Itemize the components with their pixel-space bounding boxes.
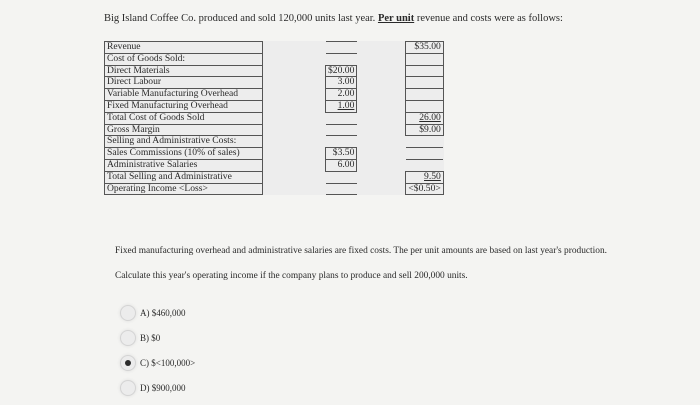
intro-emphasis: Per unit: [377, 13, 415, 24]
table-row: [105, 53, 444, 65]
amount-col2: [406, 89, 443, 101]
row-label: Variable Manufacturing Overhead: [105, 89, 263, 101]
table-row: [105, 89, 444, 101]
amount-col2: $35.00: [406, 42, 443, 54]
amount-col2: <$0.50>: [406, 183, 443, 195]
amount-value: 9.50: [424, 170, 441, 182]
amount-col1: [326, 136, 357, 148]
problem-intro: [104, 13, 563, 24]
amount-col1: [326, 171, 357, 183]
answer-option-c[interactable]: [120, 355, 195, 371]
table-row: [105, 148, 444, 160]
table-row: [105, 136, 444, 148]
amount-col2: [406, 65, 443, 77]
row-label: Revenue: [105, 42, 263, 54]
option-label: A) $460,000: [140, 308, 186, 318]
amount-col1: 2.00: [326, 89, 357, 101]
amount-col2: [406, 77, 443, 89]
intro-text: Big Island Coffee Co. produced and sold 120,000 units last year.: [104, 13, 378, 24]
radio-button-b[interactable]: [120, 330, 136, 346]
income-statement-table: [104, 41, 444, 195]
row-label: Operating Income <Loss>: [105, 183, 263, 195]
table-row: [105, 100, 444, 112]
option-label: B) $0: [140, 333, 161, 343]
amount-col1: [326, 124, 357, 136]
table-row: [105, 112, 444, 124]
radio-button-c[interactable]: [120, 355, 136, 371]
fixed-cost-note: Fixed manufacturing overhead and administrative salaries are fixed costs. The per unit amounts are based on last year's production.: [115, 246, 607, 256]
question-text: Calculate this year's operating income if the company plans to produce and sell 200,000 units.: [115, 271, 468, 281]
table-row: [105, 77, 444, 89]
row-label: Sales Commissions (10% of sales): [105, 148, 263, 160]
amount-col1: [326, 42, 357, 54]
row-label: Total Selling and Administrative: [105, 171, 263, 183]
amount-col2: [406, 148, 443, 160]
amount-col2: [406, 136, 443, 148]
radio-button-d[interactable]: [120, 380, 136, 396]
amount-col2: $9.00: [406, 124, 443, 136]
amount-col1: 3.00: [326, 77, 357, 89]
amount-col1: [326, 53, 357, 65]
row-label: Direct Materials: [105, 65, 263, 77]
amount-value: 1.00: [337, 99, 355, 111]
amount-col1: 6.00: [326, 159, 357, 171]
row-label: Direct Labour: [105, 77, 263, 89]
table-row: [105, 159, 444, 171]
intro-text-end: revenue and costs were as follows:: [414, 13, 563, 24]
amount-col1: $20.00: [326, 65, 357, 77]
option-label: C) $<100,000>: [140, 358, 196, 368]
radio-button-a[interactable]: [120, 305, 136, 321]
answer-option-a[interactable]: [120, 305, 186, 321]
amount-col1: [326, 183, 357, 195]
answer-option-d[interactable]: [120, 380, 186, 396]
row-label: Selling and Administrative Costs:: [105, 136, 263, 148]
amount-col2: [406, 53, 443, 65]
amount-col2: [406, 112, 443, 124]
table-row: [105, 124, 444, 136]
row-label: Gross Margin: [105, 124, 263, 136]
row-label: Cost of Goods Sold:: [105, 53, 263, 65]
row-label: Fixed Manufacturing Overhead: [105, 100, 263, 112]
row-label: Total Cost of Goods Sold: [105, 112, 263, 124]
option-label: D) $900,000: [140, 383, 186, 393]
amount-value: 26.00: [419, 111, 441, 123]
answer-option-b[interactable]: [120, 330, 160, 346]
row-label: Administrative Salaries: [105, 159, 263, 171]
amount-col1: $3.50: [326, 148, 357, 160]
table-row: [105, 171, 444, 183]
amount-col1: [326, 112, 357, 124]
amount-col1: [326, 100, 357, 112]
amount-col2: [406, 100, 443, 112]
table-row: [105, 183, 444, 195]
table-row: [105, 42, 444, 54]
amount-col2: [406, 171, 443, 183]
amount-col2: [406, 159, 443, 171]
table-row: [105, 65, 444, 77]
